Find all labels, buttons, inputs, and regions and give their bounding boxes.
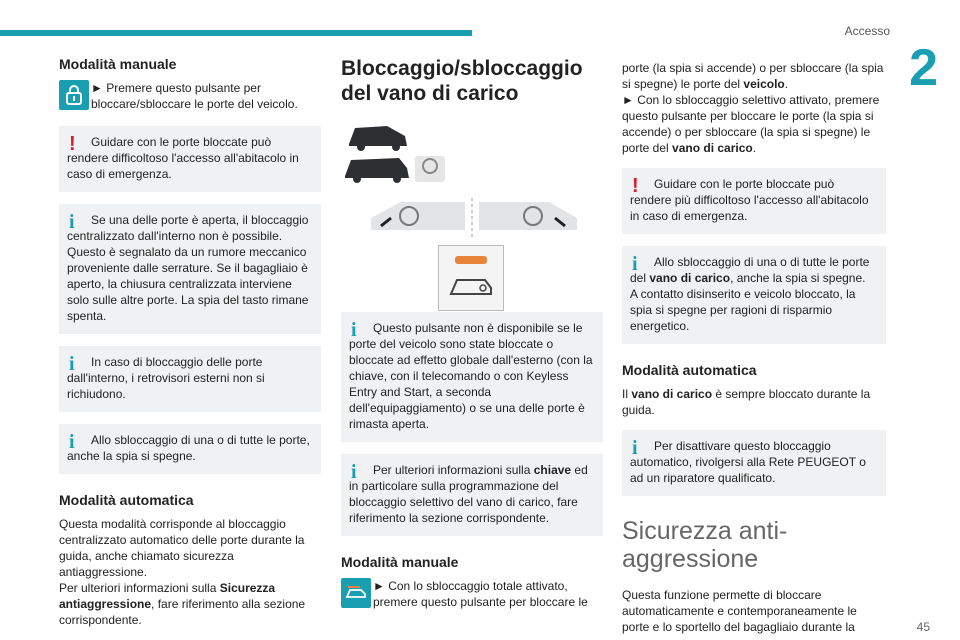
auto-text: Il vano di carico è sempre bloccato durante la guida. bbox=[622, 387, 871, 417]
info-icon: i bbox=[69, 353, 75, 375]
cargo-lock-button bbox=[438, 245, 504, 311]
illustration bbox=[341, 120, 603, 300]
heading-cargo-lock: Bloccaggio/sbloccaggio del vano di carico bbox=[341, 57, 583, 106]
heading-anti-aggression: Sicurezza anti-aggressione bbox=[622, 517, 788, 573]
info-note bbox=[341, 312, 603, 442]
info-note bbox=[59, 204, 321, 334]
heading-manual-mode: Modalità manuale bbox=[59, 56, 177, 72]
van-button-icon bbox=[341, 578, 371, 608]
warning-icon: ! bbox=[69, 133, 76, 155]
section-title: Accesso bbox=[844, 24, 890, 38]
manual-instruction bbox=[59, 80, 321, 114]
info-note bbox=[59, 424, 321, 474]
column-3 bbox=[622, 60, 886, 635]
column-1 bbox=[59, 56, 321, 628]
warning-text: Guidare con le porte bloccate può rendere più difficoltoso l'accesso all'abitacolo in caso di emergenza. bbox=[630, 177, 869, 223]
info-icon: i bbox=[632, 437, 638, 459]
intro-text: Questa funzione permette di bloccare automaticamente e contemporaneamente le porte e lo sportello del bagagliaio durante la bbox=[622, 588, 857, 634]
warning-note bbox=[59, 126, 321, 192]
vehicle-illustration bbox=[341, 120, 603, 245]
info-icon: i bbox=[69, 431, 75, 453]
info-note bbox=[59, 346, 321, 412]
manual-text: ► Con lo sbloccaggio totale attivato, premere questo pulsante per bloccare le bbox=[373, 579, 588, 610]
heading-manual-mode: Modalità manuale bbox=[341, 554, 459, 571]
info-text: Allo sbloccaggio di una o di tutte le porte del vano di carico, anche la spia si spegne. bbox=[630, 255, 870, 285]
info-text: Se una delle porte è aperta, il bloccaggio centralizzato dall'interno non è possibile. Questo è segnalato da un rumore meccanico proveniente dalle serrature. Se il bagagliaio è aperto, la chiusura centralizzata interviene solo sulle altre porte. La spia del tasto rimane spenta. bbox=[67, 213, 309, 323]
info-icon: i bbox=[69, 211, 75, 233]
heading-automatic-mode: Modalità automatica bbox=[59, 492, 194, 508]
warning-note bbox=[622, 168, 886, 234]
info-text: A contatto disinserito e veicolo bloccato, la spia si spegne per ragioni di risparmio energetico. bbox=[630, 287, 856, 333]
manual-text: ► Premere questo pulsante per bloccare/sbloccare le porte del veicolo. bbox=[91, 81, 298, 111]
info-text: In caso di bloccaggio delle porte dall'interno, i retrovisori esterni non si richiudono. bbox=[67, 355, 265, 401]
info-text: Per ulteriori informazioni sulla chiave ed in particolare sulla programmazione del bloccaggio selettivo del vano di carico, fare riferimento la sezione corrispondente. bbox=[349, 463, 588, 526]
info-note bbox=[341, 454, 603, 536]
continued-text: ► Con lo sbloccaggio selettivo attivato, premere questo pulsante per bloccare le porte (la spia si accende) o per sbloccare (la spia si spegne) le porte del vano di carico. bbox=[622, 93, 880, 155]
info-note bbox=[622, 246, 886, 344]
info-text: Allo sbloccaggio di una o di tutte le porte, anche la spia si spegne. bbox=[67, 433, 310, 463]
info-icon: i bbox=[351, 319, 357, 342]
header-accent-bar bbox=[0, 30, 472, 36]
info-icon: i bbox=[632, 253, 638, 275]
column-2 bbox=[341, 56, 603, 612]
lock-button-icon bbox=[59, 80, 89, 110]
auto-reference: Per ulteriori informazioni sulla Sicurezza antiaggressione, fare riferimento alla sezione corrispondente. bbox=[59, 581, 306, 627]
manual-instruction bbox=[341, 578, 603, 612]
continued-text: porte (la spia si accende) o per sbloccare (la spia si spegne) le porte del veicolo. bbox=[622, 61, 884, 91]
page-number: 45 bbox=[916, 620, 930, 634]
warning-text: Guidare con le porte bloccate può rendere difficoltoso l'accesso all'abitacolo in caso di emergenza. bbox=[67, 135, 299, 181]
info-note bbox=[622, 430, 886, 496]
chapter-number: 2 bbox=[909, 39, 938, 97]
info-text: Questo pulsante non è disponibile se le porte del veicolo sono state bloccate o bloccate ad effetto globale dall'esterno (con la chiave, con il telecomando o con Keyless Entry and Start, a seconda dell'equipaggiamento) o se una delle porte è rimasta aperta. bbox=[349, 321, 593, 432]
heading-automatic-mode: Modalità automatica bbox=[622, 362, 757, 378]
info-icon: i bbox=[351, 461, 357, 484]
info-text: Per disattivare questo bloccaggio automatico, rivolgersi alla Rete PEUGEOT o ad un riparatore qualificato. bbox=[630, 439, 866, 485]
warning-icon: ! bbox=[632, 175, 639, 197]
auto-text: Questa modalità corrisponde al bloccaggio centralizzato automatico delle porte durante la guida, anche chiamato sicurezza antiaggressione. bbox=[59, 517, 305, 579]
